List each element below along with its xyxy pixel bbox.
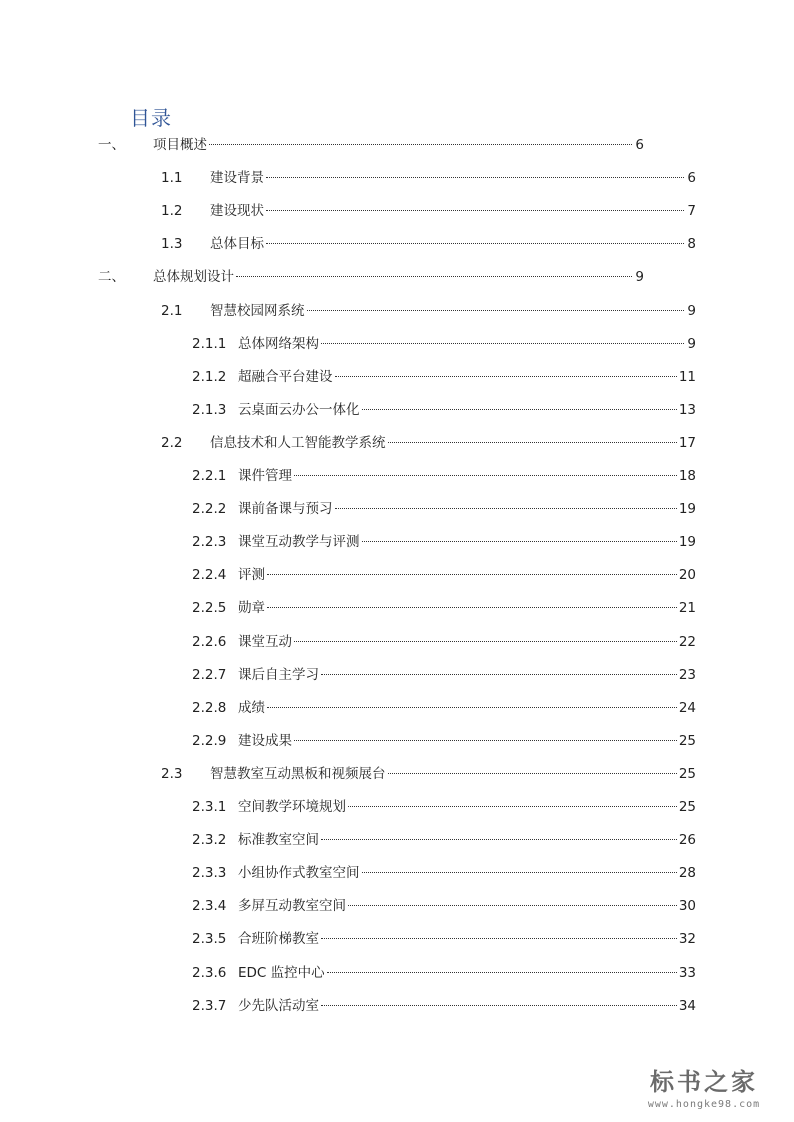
toc-entry[interactable] [192, 997, 696, 1015]
toc-entry-number: 2.2.5 [192, 600, 227, 617]
toc-entry[interactable] [192, 831, 696, 849]
toc-entry-number: 2.1 [161, 302, 183, 319]
toc-entry-page: 6 [687, 170, 696, 187]
toc-entry-label: 课堂互动 [238, 633, 292, 650]
toc-entry-number: 2.2.9 [192, 732, 227, 749]
toc-entry[interactable] [192, 964, 696, 982]
toc-entry-number: 一、 [98, 137, 125, 153]
toc-entry-number: 2.3.6 [192, 964, 227, 981]
toc-entry-page: 19 [678, 501, 696, 518]
toc-entry[interactable] [161, 434, 696, 452]
toc-entry-label: 合班阶梯教室 [238, 931, 319, 948]
toc-leader-dots [348, 805, 677, 807]
toc-entry[interactable] [192, 500, 696, 518]
toc-entry[interactable] [192, 732, 696, 750]
toc-entry[interactable] [192, 897, 696, 915]
toc-entry-label: 总体网络架构 [238, 335, 319, 352]
toc-leader-dots [348, 904, 677, 906]
toc-entry-page: 19 [678, 534, 696, 551]
toc-entry-label: 总体目标 [210, 236, 264, 253]
toc-entry-label: 多屏互动教室空间 [238, 898, 346, 915]
toc-entry-label: 小组协作式教室空间 [238, 865, 360, 882]
toc-entry-number: 2.3.2 [192, 832, 227, 849]
watermark-main-text: 标书之家 [650, 1067, 758, 1096]
toc-entry[interactable] [192, 368, 696, 386]
toc-entry-number: 2.2.3 [192, 534, 227, 551]
toc-entry[interactable] [192, 633, 696, 651]
toc-entry[interactable] [192, 467, 696, 485]
toc-entry-label: 勋章 [238, 600, 265, 617]
toc-entry-number: 2.2.6 [192, 633, 227, 650]
toc-leader-dots [266, 209, 684, 211]
toc-entry-page: 28 [678, 865, 696, 882]
watermark-logo [634, 1062, 774, 1110]
toc-entry[interactable] [192, 533, 696, 551]
toc-entry-label: 课后自主学习 [238, 666, 319, 683]
toc-entry-number: 2.1.3 [192, 401, 227, 418]
toc-leader-dots [388, 772, 677, 774]
toc-entry-label: 评测 [238, 567, 265, 584]
toc-leader-dots [327, 971, 677, 973]
toc-entry[interactable] [192, 666, 696, 684]
toc-entry[interactable] [192, 699, 696, 717]
toc-entry-label: 建设背景 [210, 170, 264, 187]
toc-entry-label: 信息技术和人工智能教学系统 [210, 434, 386, 451]
toc-entry-label: 标准教室空间 [238, 832, 319, 849]
toc-entry-page: 18 [678, 468, 696, 484]
toc-entry-page: 22 [678, 633, 696, 650]
toc-leader-dots [335, 375, 677, 377]
toc-entry-number: 2.2 [161, 434, 183, 451]
toc-entry-number: 2.3.4 [192, 898, 227, 915]
toc-leader-dots [267, 573, 677, 575]
toc-entry[interactable] [192, 566, 696, 584]
toc-entry-page: 9 [687, 302, 696, 319]
toc-entry-number: 2.2.4 [192, 567, 227, 584]
toc-leader-dots [266, 176, 684, 178]
toc-entry-page: 33 [678, 964, 696, 981]
toc-entry-label: 课件管理 [238, 468, 292, 484]
toc-leader-dots [321, 1004, 677, 1006]
toc-entry-number: 1.1 [161, 170, 183, 187]
toc-entry-label: 云桌面云办公一体化 [238, 401, 360, 418]
toc-entry[interactable] [192, 930, 696, 948]
toc-entry-number: 2.3.1 [192, 799, 227, 815]
toc-leader-dots [294, 474, 677, 476]
toc-leader-dots [362, 540, 677, 542]
toc-entry[interactable] [161, 765, 696, 783]
toc-entry[interactable] [98, 268, 644, 286]
toc-entry-page: 25 [678, 799, 696, 815]
toc-entry-page: 32 [678, 931, 696, 948]
toc-entry-page: 21 [678, 600, 696, 617]
toc-entry-page: 20 [678, 567, 696, 584]
toc-leader-dots [267, 606, 677, 608]
toc-entry-label: 建设现状 [210, 203, 264, 220]
toc-title: 目录 [130, 106, 172, 130]
toc-leader-dots [294, 739, 677, 741]
toc-entry-page: 17 [678, 434, 696, 451]
toc-entry-label: 成绩 [238, 699, 265, 716]
toc-entry-number: 2.2.8 [192, 699, 227, 716]
toc-entry-number: 2.2.2 [192, 501, 227, 518]
toc-leader-dots [294, 640, 677, 642]
toc-entry-page: 11 [678, 368, 696, 385]
toc-entry-number: 1.2 [161, 203, 183, 220]
toc-entry[interactable] [192, 599, 696, 617]
toc-entry-label: EDC 监控中心 [238, 964, 325, 981]
toc-entry-page: 13 [678, 401, 696, 418]
toc-entry[interactable] [192, 864, 696, 882]
toc-entry-label: 总体规划设计 [153, 269, 234, 286]
toc-entry-number: 二、 [98, 269, 125, 286]
toc-leader-dots [266, 242, 684, 244]
toc-entry-label: 超融合平台建设 [238, 368, 333, 385]
toc-leader-dots [388, 441, 677, 443]
toc-entry[interactable] [161, 202, 696, 220]
toc-entry-page: 6 [635, 137, 644, 153]
toc-entry-number: 2.3 [161, 765, 183, 782]
toc-entry[interactable] [161, 302, 696, 320]
toc-entry-number: 2.1.2 [192, 368, 227, 385]
toc-entry-number: 1.3 [161, 236, 183, 253]
toc-entry[interactable] [161, 169, 696, 187]
toc-entry-label: 智慧校园网系统 [210, 302, 305, 319]
toc-leader-dots [209, 143, 632, 145]
toc-leader-dots [321, 937, 677, 939]
toc-entry-number: 2.3.5 [192, 931, 227, 948]
toc-entry-label: 智慧教室互动黑板和视频展台 [210, 765, 386, 782]
toc-entry-label: 课堂互动教学与评测 [238, 534, 360, 551]
toc-entry-page: 25 [678, 765, 696, 782]
toc-entry-label: 空间教学环境规划 [238, 799, 346, 815]
toc-entry-page: 25 [678, 732, 696, 749]
toc-entry-label: 项目概述 [153, 137, 207, 153]
toc-entry[interactable] [161, 235, 696, 253]
toc-leader-dots [335, 507, 677, 509]
toc-leader-dots [307, 309, 685, 311]
toc-entry-page: 7 [687, 203, 696, 220]
toc-entry-number: 2.2.1 [192, 468, 227, 484]
toc-entry[interactable] [192, 401, 696, 419]
toc-entry[interactable] [192, 335, 696, 353]
toc-leader-dots [236, 275, 632, 277]
toc-entry-page: 26 [678, 832, 696, 849]
toc-leader-dots [362, 408, 677, 410]
toc-entry-page: 30 [678, 898, 696, 915]
toc-entry-number: 2.3.3 [192, 865, 227, 882]
toc-leader-dots [267, 706, 677, 708]
toc-entry-label: 少先队活动室 [238, 997, 319, 1014]
toc-entry-page: 9 [635, 269, 644, 286]
toc-leader-dots [321, 342, 684, 344]
toc-entry-number: 2.2.7 [192, 666, 227, 683]
toc-entry[interactable] [192, 798, 696, 816]
toc-entry-page: 23 [678, 666, 696, 683]
toc-entry-page: 8 [687, 236, 696, 253]
toc-entry-number: 2.3.7 [192, 997, 227, 1014]
toc-entry-label: 课前备课与预习 [238, 501, 333, 518]
toc-entry-page: 9 [687, 335, 696, 352]
toc-leader-dots [321, 673, 677, 675]
toc-leader-dots [362, 871, 677, 873]
toc-entry-label: 建设成果 [238, 732, 292, 749]
watermark-url: www.hongke98.com [647, 1099, 761, 1110]
toc-entry-page: 34 [678, 997, 696, 1014]
toc-entry-number: 2.1.1 [192, 335, 227, 352]
toc-entry-page: 24 [678, 699, 696, 716]
toc-entry[interactable] [98, 136, 644, 154]
toc-leader-dots [321, 838, 677, 840]
